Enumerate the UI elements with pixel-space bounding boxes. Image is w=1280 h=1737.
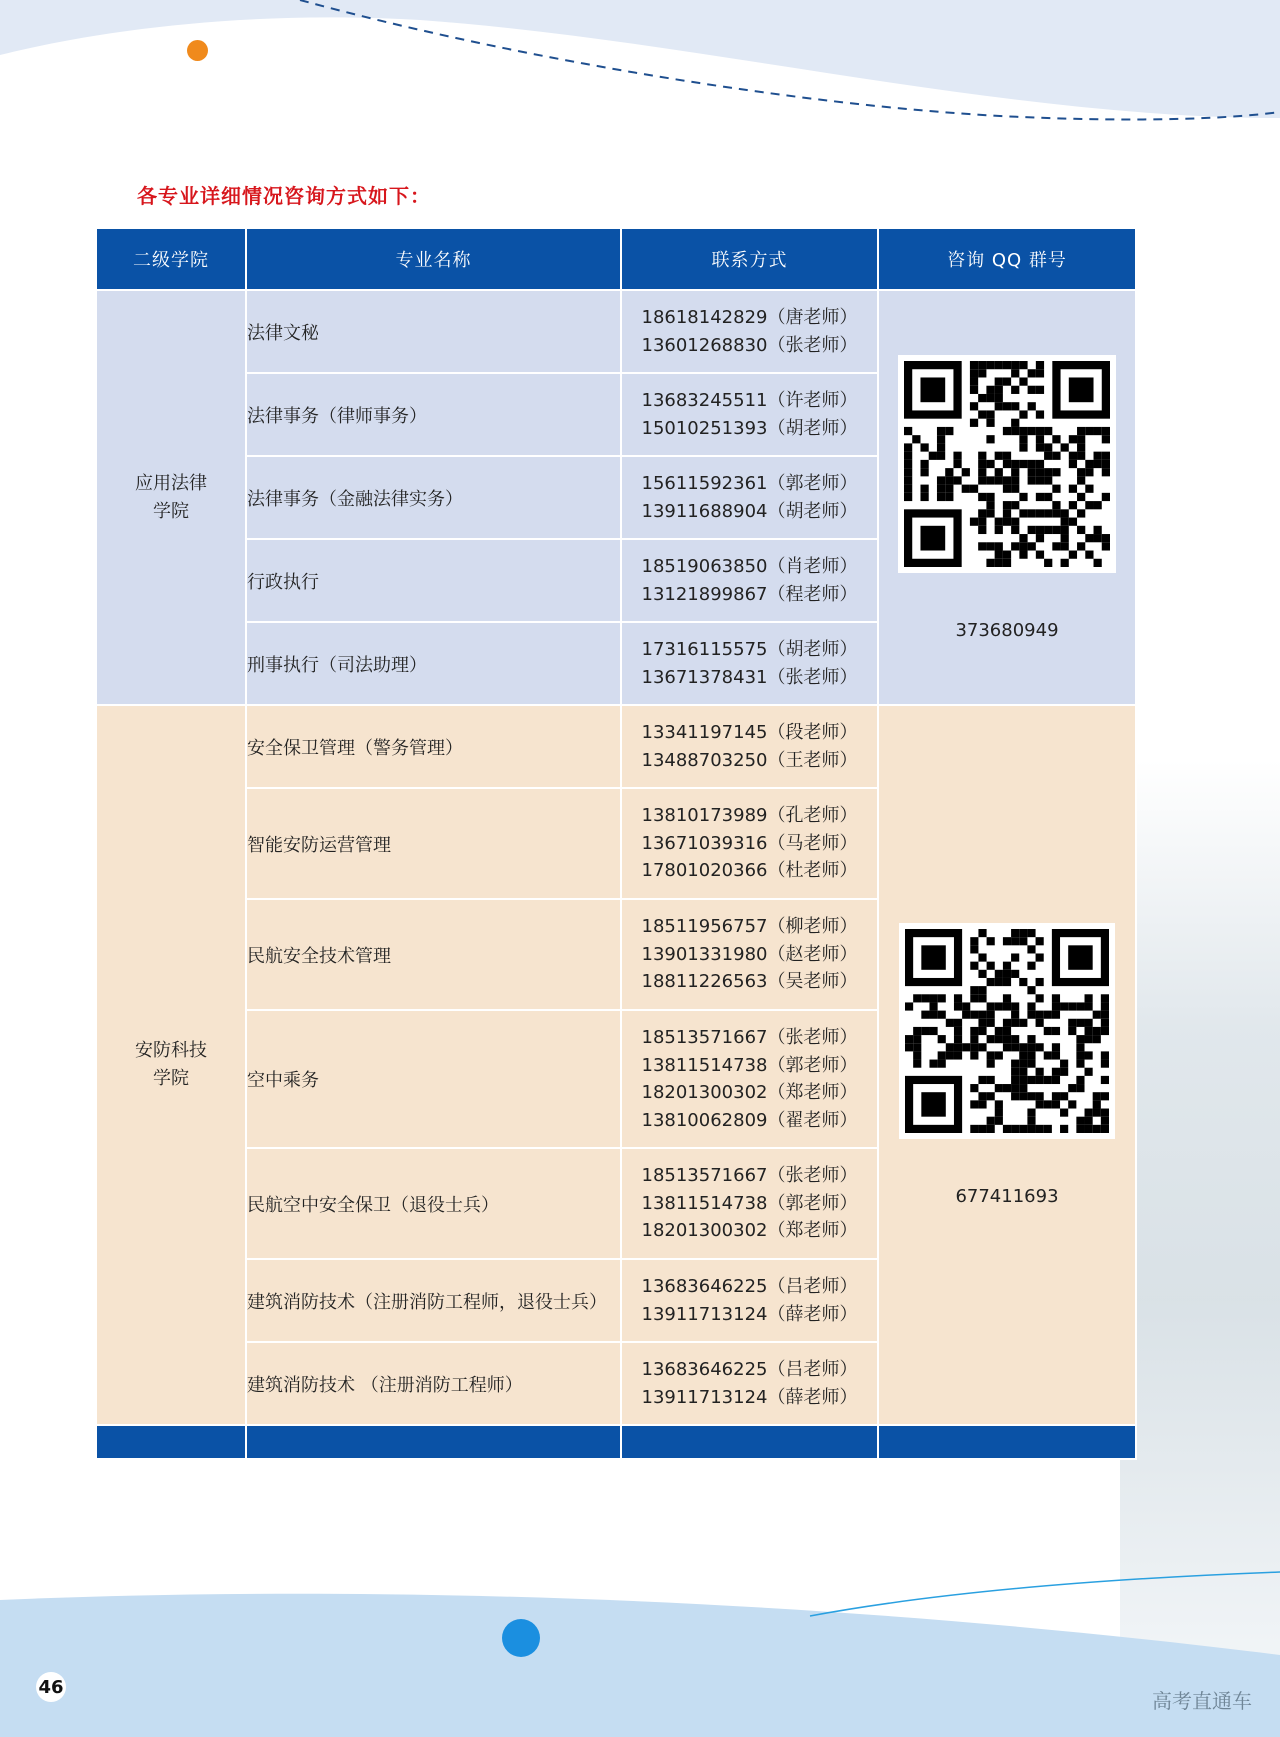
header-college: 二级学院 bbox=[96, 228, 246, 290]
major-name: 智能安防运营管理 bbox=[246, 788, 621, 899]
contact-cell bbox=[621, 1259, 878, 1342]
qq-group-number: 677411693 bbox=[955, 1186, 1059, 1207]
major-name: 行政执行 bbox=[246, 539, 621, 622]
contact-cell bbox=[621, 539, 878, 622]
orange-dot-decoration bbox=[187, 40, 208, 61]
table-row bbox=[96, 290, 1136, 373]
contact-line: 13811514738（郭老师） bbox=[641, 1192, 858, 1214]
major-name: 法律事务（金融法律实务） bbox=[246, 456, 621, 539]
contact-cell bbox=[621, 705, 878, 788]
contact-line: 17316115575（胡老师） bbox=[641, 639, 858, 660]
contact-line: 18519063850（肖老师） bbox=[641, 556, 858, 577]
contact-cell bbox=[621, 290, 878, 373]
background-scenery bbox=[1120, 760, 1280, 1660]
contact-line: 13911713124（薛老师） bbox=[641, 1303, 858, 1325]
qq-cell-law bbox=[878, 290, 1136, 705]
qr-code-icon bbox=[898, 355, 1116, 573]
contact-line: 13683646225（吕老师） bbox=[641, 1359, 858, 1380]
major-name: 法律事务（律师事务） bbox=[246, 373, 621, 456]
major-name: 建筑消防技术（注册消防工程师，退役士兵） bbox=[246, 1259, 621, 1342]
college-name-line: 学院 bbox=[153, 500, 189, 522]
contact-line: 18201300302（郑老师） bbox=[641, 1220, 858, 1242]
contact-line: 13901331980（赵老师） bbox=[641, 943, 858, 965]
contact-line: 18513571667（张老师） bbox=[641, 1165, 858, 1187]
header-major: 专业名称 bbox=[246, 228, 621, 290]
contact-line: 18618142829（唐老师） bbox=[641, 307, 858, 328]
college-name-line: 学院 bbox=[153, 1068, 189, 1089]
footer-cell bbox=[96, 1425, 246, 1459]
major-name: 空中乘务 bbox=[246, 1010, 621, 1148]
contact-table bbox=[95, 227, 1137, 1460]
contact-cell bbox=[621, 899, 878, 1010]
table-row bbox=[96, 705, 1136, 788]
major-name: 法律文秘 bbox=[246, 290, 621, 373]
footer-cell bbox=[878, 1425, 1136, 1459]
contact-line: 13683646225（吕老师） bbox=[641, 1276, 858, 1297]
contact-line: 18201300302（郑老师） bbox=[641, 1082, 858, 1103]
contact-cell bbox=[621, 788, 878, 899]
college-cell-law bbox=[96, 290, 246, 705]
contact-line: 13671039316（马老师） bbox=[641, 832, 858, 854]
college-cell-security bbox=[96, 705, 246, 1425]
contact-line: 17801020366（杜老师） bbox=[641, 860, 858, 882]
contact-line: 13121899867（程老师） bbox=[641, 583, 858, 605]
contact-cell bbox=[621, 456, 878, 539]
major-name: 安全保卫管理（警务管理） bbox=[246, 705, 621, 788]
qr-code-icon bbox=[899, 923, 1115, 1139]
contact-line: 18511956757（柳老师） bbox=[641, 916, 858, 938]
watermark-text: 高考直通车 bbox=[1152, 1689, 1252, 1713]
contact-line: 13683245511（许老师） bbox=[641, 390, 858, 411]
contact-line: 13911713124（薛老师） bbox=[641, 1386, 858, 1408]
contact-cell bbox=[621, 622, 878, 705]
major-name: 建筑消防技术 （注册消防工程师） bbox=[246, 1342, 621, 1425]
qq-group-number: 373680949 bbox=[955, 619, 1059, 641]
contact-line: 13671378431（张老师） bbox=[641, 666, 858, 688]
qq-cell-security bbox=[878, 705, 1136, 1425]
bottom-wave-decoration bbox=[0, 1560, 1280, 1737]
contact-cell bbox=[621, 1148, 878, 1259]
page-heading: 各专业详细情况咨询方式如下： bbox=[137, 184, 431, 208]
contact-line: 18811226563（吴老师） bbox=[641, 971, 858, 993]
major-name: 民航安全技术管理 bbox=[246, 899, 621, 1010]
contact-cell bbox=[621, 1342, 878, 1425]
college-name-line: 应用法律 bbox=[135, 472, 207, 494]
header-contact: 联系方式 bbox=[621, 228, 878, 290]
major-name: 民航空中安全保卫（退役士兵） bbox=[246, 1148, 621, 1259]
contact-line: 13811514738（郭老师） bbox=[641, 1054, 858, 1076]
blue-dot-decoration bbox=[502, 1619, 540, 1657]
footer-cell bbox=[246, 1425, 621, 1459]
page-number: 46 bbox=[36, 1672, 66, 1702]
contact-line: 13341197145（段老师） bbox=[641, 722, 858, 743]
contact-line: 13810062809（翟老师） bbox=[641, 1109, 858, 1131]
table-footer-row bbox=[96, 1425, 1136, 1459]
contact-line: 18513571667（张老师） bbox=[641, 1027, 858, 1048]
contact-line: 13488703250（王老师） bbox=[641, 749, 858, 771]
major-name: 刑事执行（司法助理） bbox=[246, 622, 621, 705]
contact-line: 13911688904（胡老师） bbox=[641, 500, 858, 522]
header-qq-group: 咨询 QQ 群号 bbox=[878, 228, 1136, 290]
contact-cell bbox=[621, 1010, 878, 1148]
college-name-line: 安防科技 bbox=[135, 1040, 207, 1061]
table-header-row bbox=[96, 228, 1136, 290]
contact-line: 13601268830（张老师） bbox=[641, 334, 858, 356]
contact-line: 15611592361（郭老师） bbox=[641, 473, 858, 494]
contact-line: 13810173989（孔老师） bbox=[641, 805, 858, 827]
contact-line: 15010251393（胡老师） bbox=[641, 417, 858, 439]
top-wave-decoration bbox=[0, 0, 1280, 140]
contact-cell bbox=[621, 373, 878, 456]
footer-cell bbox=[621, 1425, 878, 1459]
